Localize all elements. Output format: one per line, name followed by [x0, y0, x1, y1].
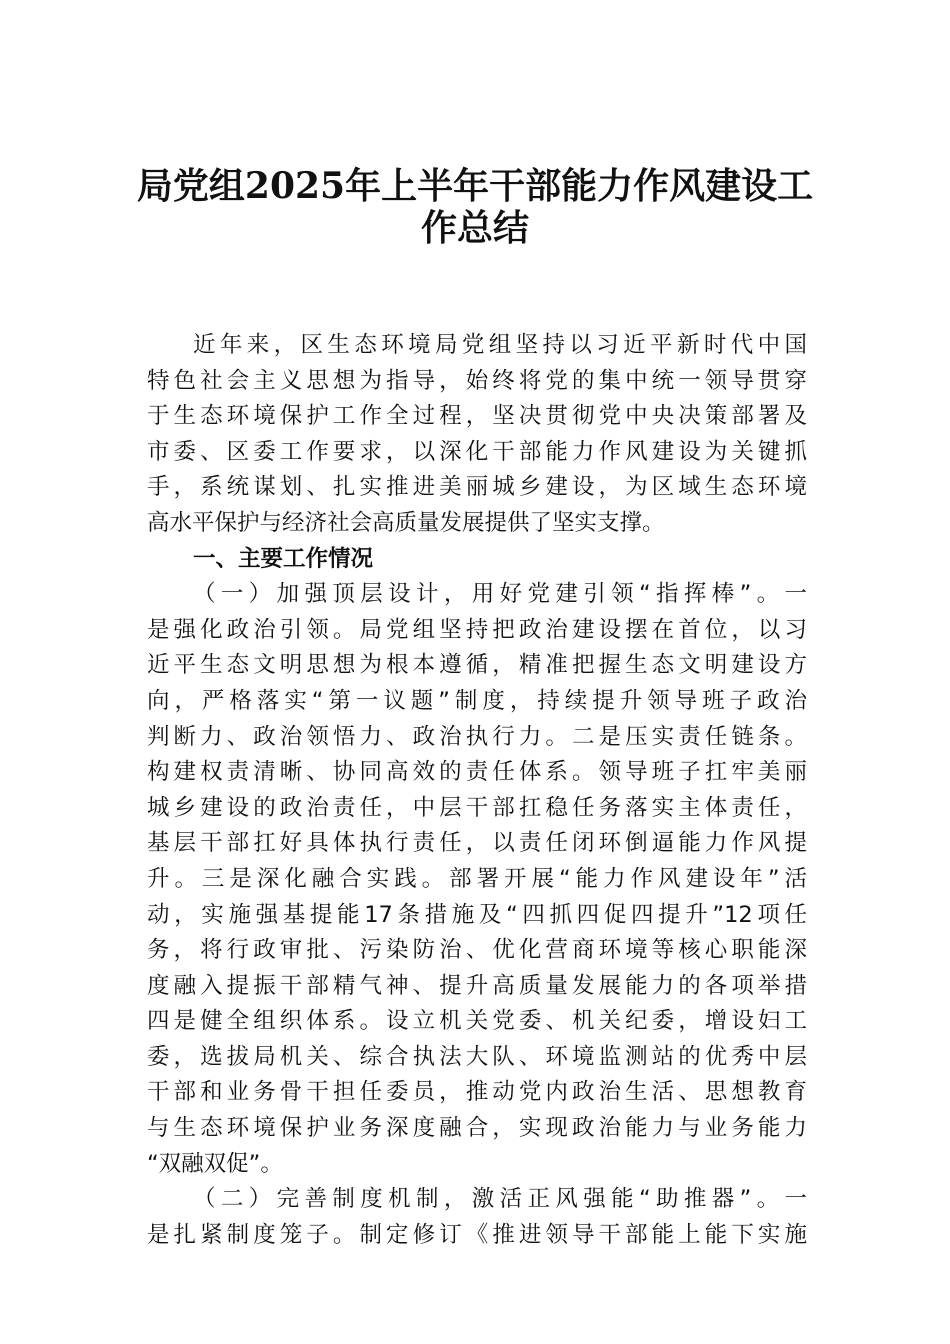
document-body [147, 328, 807, 1253]
section-heading: 一、主要工作情况 [193, 545, 374, 572]
paragraph-line: 务，将行政审批、污染防治、优化营商环境等核心职能深 [147, 937, 807, 964]
paragraph-line: 近平生态文明思想为根本遵循，精准把握生态文明建设方 [147, 652, 807, 679]
paragraph-line: 动，实施强基提能17条措施及“四抓四促四提升”12项任 [147, 901, 807, 928]
paragraph-line: 高水平保护与经济社会高质量发展提供了坚实支撑。 [147, 509, 665, 536]
paragraph-line: 于生态环境保护工作全过程，坚决贯彻党中央决策部署及 [147, 403, 807, 430]
paragraph-line: 向，严格落实“第一议题”制度，持续提升领导班子政治 [147, 687, 807, 714]
paragraph-line: 升。三是深化融合实践。部署开展“能力作风建设年”活 [147, 865, 807, 892]
paragraph-line: 与生态环境保护业务深度融合，实现政治能力与业务能力 [147, 1115, 807, 1142]
paragraph-line: （二）完善制度机制，激活正风强能“助推器”。一 [193, 1186, 807, 1213]
paragraph-line: 构建权责清晰、协同高效的责任体系。领导班子扛牢美丽 [147, 759, 807, 786]
paragraph-line: 城乡建设的政治责任，中层干部扛稳任务落实主体责任， [147, 794, 807, 821]
paragraph-line: 干部和业务骨干担任委员，推动党内政治生活、思想教育 [147, 1079, 807, 1106]
paragraph-line: （一）加强顶层设计，用好党建引领“指挥棒”。一 [193, 581, 807, 608]
paragraph-line: 基层干部扛好具体执行责任，以责任闭环倒逼能力作风提 [147, 830, 807, 857]
paragraph-line: 度融入提振干部精气神、提升高质量发展能力的各项举措 [147, 972, 807, 999]
paragraph-line: 近年来，区生态环境局党组坚持以习近平新时代中国 [193, 332, 807, 358]
paragraph-line: “双融双促”。 [147, 1150, 283, 1177]
paragraph-line: 四是健全组织体系。设立机关党委、机关纪委，增设妇工 [147, 1008, 807, 1035]
paragraph-line: 判断力、政治领悟力、政治执行力。二是压实责任链条。 [147, 723, 807, 750]
paragraph-line: 委，选拔局机关、综合执法大队、环境监测站的优秀中层 [147, 1043, 807, 1070]
paragraph-line: 是强化政治引领。局党组坚持把政治建设摆在首位，以习 [147, 616, 807, 643]
paragraph-line: 市委、区委工作要求，以深化干部能力作风建设为关键抓 [147, 438, 807, 465]
document-title-line-1: 局党组2025年上半年干部能力作风建设工 [136, 165, 814, 207]
paragraph-line: 特色社会主义思想为指导，始终将党的集中统一领导贯穿 [147, 367, 807, 394]
document-title-line-2: 作总结 [420, 207, 529, 249]
paragraph-line: 手，系统谋划、扎实推进美丽城乡建设，为区域生态环境 [147, 474, 807, 501]
paragraph-line: 是扎紧制度笼子。制定修订《推进领导干部能上能下实施 [147, 1221, 807, 1248]
